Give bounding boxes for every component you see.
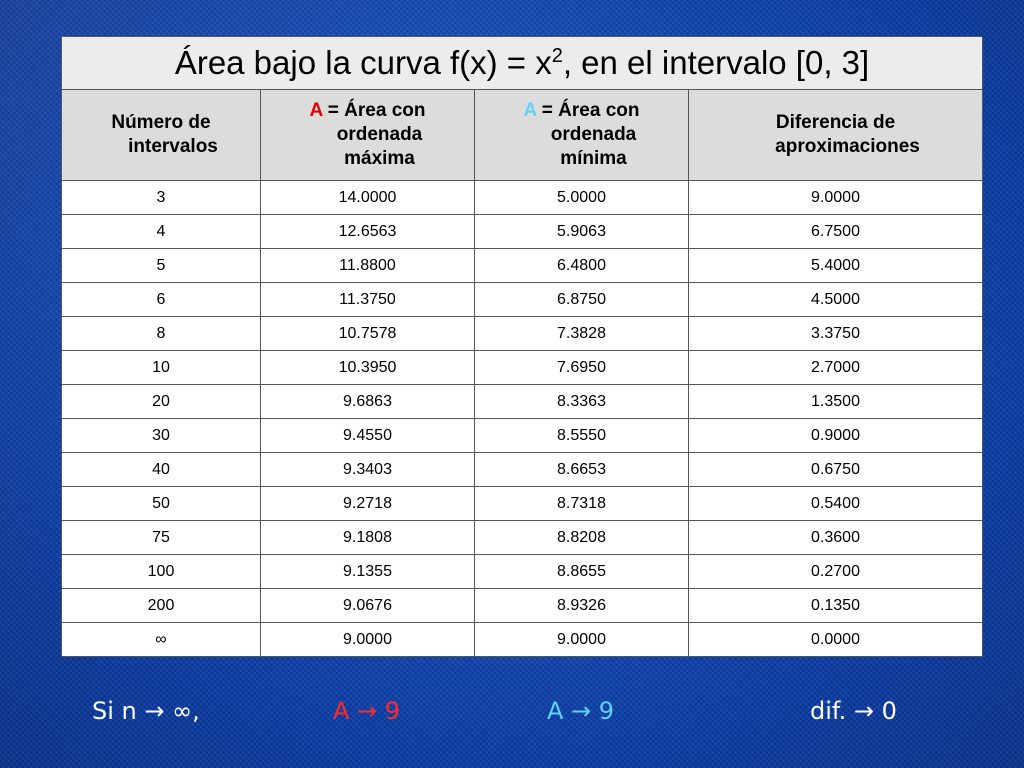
area-table: [61, 36, 983, 657]
difference-cell: 0.3600: [689, 521, 983, 555]
min-area-cell: 8.6653: [475, 453, 689, 487]
intervals-cell: 200: [62, 589, 261, 623]
header-min-line-2: ordenada: [550, 124, 637, 145]
min-area-cell: 7.3828: [475, 317, 689, 351]
intervals-cell: 30: [62, 419, 261, 453]
table-row: [62, 623, 983, 657]
min-area-cell: 9.0000: [475, 623, 689, 657]
max-area-cell: 12.6563: [261, 215, 475, 249]
header-max-symbol: A: [309, 100, 323, 121]
header-max-line-2: ordenada: [336, 124, 423, 145]
intervals-cell: 40: [62, 453, 261, 487]
difference-cell: 2.7000: [689, 351, 983, 385]
intervals-cell: 50: [62, 487, 261, 521]
difference-cell: 0.9000: [689, 419, 983, 453]
header-min-symbol: A: [523, 100, 537, 121]
intervals-cell: 20: [62, 385, 261, 419]
table-header-row: [62, 90, 983, 181]
max-area-cell: 10.7578: [261, 317, 475, 351]
min-area-cell: 8.7318: [475, 487, 689, 521]
title-exponent: 2: [551, 45, 563, 67]
table-row: [62, 521, 983, 555]
difference-cell: 1.3500: [689, 385, 983, 419]
min-area-cell: 7.6950: [475, 351, 689, 385]
min-area-cell: 6.4800: [475, 249, 689, 283]
min-area-cell: 8.5550: [475, 419, 689, 453]
max-area-cell: 9.3403: [261, 453, 475, 487]
max-area-cell: 10.3950: [261, 351, 475, 385]
max-area-cell: 9.2718: [261, 487, 475, 521]
title-text: Área bajo la curva f(x) = x: [174, 44, 552, 81]
min-area-cell: 5.0000: [475, 181, 689, 215]
table-title-row: [62, 37, 983, 90]
difference-cell: 5.4000: [689, 249, 983, 283]
table-row: [62, 317, 983, 351]
difference-limit: dif. → 0: [810, 697, 897, 725]
min-area-cell: 8.8208: [475, 521, 689, 555]
intervals-cell: 4: [62, 215, 261, 249]
max-area-cell: 11.8800: [261, 249, 475, 283]
difference-cell: 0.0000: [689, 623, 983, 657]
intervals-cell: 6: [62, 283, 261, 317]
intervals-cell: ∞: [62, 623, 261, 657]
header-intervals-line-1: Número de: [111, 112, 211, 133]
difference-cell: 9.0000: [689, 181, 983, 215]
difference-cell: 0.5400: [689, 487, 983, 521]
max-area-cell: 9.1355: [261, 555, 475, 589]
intervals-cell: 5: [62, 249, 261, 283]
table-row: [62, 419, 983, 453]
table-row: [62, 555, 983, 589]
max-area-cell: 9.0676: [261, 589, 475, 623]
difference-cell: 6.7500: [689, 215, 983, 249]
min-area-cell: 6.8750: [475, 283, 689, 317]
table-row: [62, 487, 983, 521]
header-min-area: [475, 90, 689, 181]
min-area-cell: 8.3363: [475, 385, 689, 419]
header-max-line-1: = Área con: [322, 100, 426, 121]
intervals-cell: 3: [62, 181, 261, 215]
table-row: [62, 283, 983, 317]
intervals-cell: 75: [62, 521, 261, 555]
intervals-cell: 8: [62, 317, 261, 351]
intervals-cell: 10: [62, 351, 261, 385]
limit-summary: [0, 697, 1024, 733]
max-area-cell: 9.0000: [261, 623, 475, 657]
max-area-cell: 9.4550: [261, 419, 475, 453]
header-min-line-3: mínima: [560, 148, 627, 169]
table-row: [62, 215, 983, 249]
table-row: [62, 181, 983, 215]
max-area-cell: 9.1808: [261, 521, 475, 555]
header-difference-line-1: Diferencia de: [775, 112, 896, 133]
max-area-cell: 11.3750: [261, 283, 475, 317]
table-row: [62, 589, 983, 623]
difference-cell: 0.2700: [689, 555, 983, 589]
min-area-cell: 8.8655: [475, 555, 689, 589]
min-area-limit: A → 9: [547, 697, 615, 725]
table-row: [62, 249, 983, 283]
table-row: [62, 385, 983, 419]
table-title: [62, 37, 983, 90]
difference-cell: 3.3750: [689, 317, 983, 351]
title-text-rest: , en el intervalo [0, 3]: [562, 44, 870, 81]
table-body: [62, 181, 983, 657]
min-area-cell: 8.9326: [475, 589, 689, 623]
max-area-cell: 9.6863: [261, 385, 475, 419]
header-difference: [689, 90, 983, 181]
header-intervals: [62, 90, 261, 181]
difference-cell: 0.1350: [689, 589, 983, 623]
min-area-cell: 5.9063: [475, 215, 689, 249]
header-difference-line-2: aproximaciones: [775, 136, 920, 157]
table-row: [62, 453, 983, 487]
header-max-line-3: máxima: [344, 148, 415, 169]
header-min-line-1: = Área con: [536, 100, 640, 121]
header-max-area: [261, 90, 475, 181]
difference-cell: 4.5000: [689, 283, 983, 317]
intervals-cell: 100: [62, 555, 261, 589]
limit-condition: Si n → ∞,: [92, 697, 200, 725]
max-area-cell: 14.0000: [261, 181, 475, 215]
table-row: [62, 351, 983, 385]
header-intervals-line-2: intervalos: [128, 136, 218, 157]
difference-cell: 0.6750: [689, 453, 983, 487]
max-area-limit: A → 9: [333, 697, 401, 725]
